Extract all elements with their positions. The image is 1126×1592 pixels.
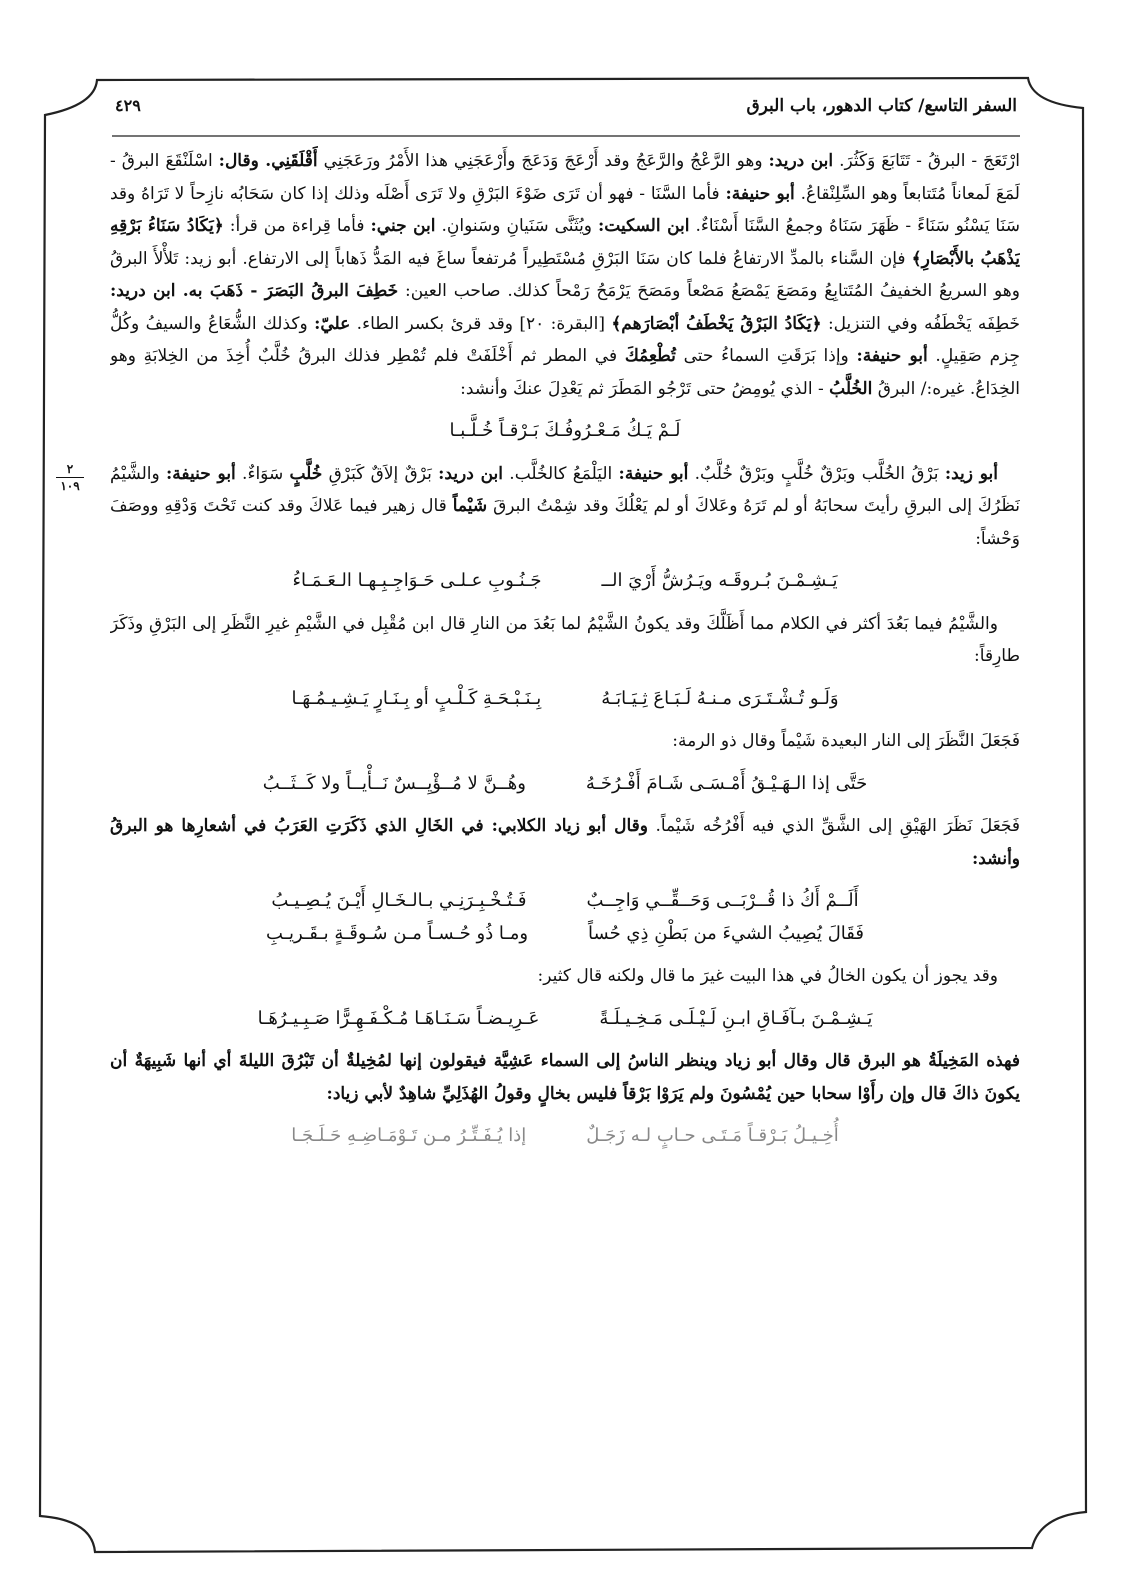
verse-hemistich-right: وَلَـو تُـشْـتَـرَى مـنـهُ لَـبَـاعَ ثِـيَـابَـهُ <box>601 687 839 709</box>
paragraph-7 <box>110 1045 1020 1110</box>
text-run: والشَّيْمُ نَظَرُكَ إلى البرقِ رأيتَ سحابَهُ أو لم تَرَهُ وعَلاكَ أو لم يَعْلُكَ وقد شِمْتُ البرقَ <box>110 463 1020 516</box>
verse-3 <box>110 683 1020 716</box>
margin-ref-top: ٢ <box>66 462 74 476</box>
verse-hemistich-left: ومـا ذُو حُـسـاً مـن سُـوقَـةٍ بـقَـريـبِ <box>266 922 529 944</box>
margin-page-reference <box>50 462 90 493</box>
verse-hemistich-left: بِـنَـبْـحَـةِ كَـلْـبٍ أو بِـنَـارٍ يَـشِـيـمُـهَـا <box>291 687 542 709</box>
text-run: - الذي يُومِضُ حتى تَرْجُو المَطَرَ ثم يَعْدِلَ عنكَ وأنشد: <box>460 378 830 399</box>
verse-8 <box>110 1120 1020 1153</box>
speaker-name: ابن جني: <box>370 216 436 236</box>
text-run: بَرْقٌ إلاَقٌ كَبَرْقِ <box>322 463 439 484</box>
verse-hemistich-right: يَـشِـمْـنَ بُـروقَـه ويَـرُشُّ أَرْيَ الــ <box>601 570 838 591</box>
paragraph-4 <box>110 725 1020 758</box>
speaker-name: أبو حنيفة: <box>725 183 795 204</box>
bold-run: وقال أبو زياد الكلابي: في الخَالِ الذي ذَكَرَتِ العَرَبُ في أشعارِها هو البرقُ وأنشد: <box>110 816 1020 869</box>
speaker-name: ابن دريد: <box>438 463 504 484</box>
text-run: قال زهير فيما عَلاكَ وقد كنت تَحْتَ وَدْقِهِ ووصَفَ وَحْشاً: <box>110 496 1020 549</box>
page-number: ٤٢٩ <box>115 96 141 115</box>
text-run: فإن السَّناء بالمدِّ الارتفاعُ فلما كان سَنَا البَرْقِ مُسْتَطِيراً مُرتفعاً ساغَ فيه المَدُّ ذَهاباً إلى الارتفاع. أبو زيد: تَلأْلأَ البرقُ وهو السريعُ الخفيفُ المُتَتابِعُ ومَصَعَ يَمْصَعُ مَصْعاً ومَصَحَ يَرْمَحُ رَمْحاً كذلك. صاحب العين: <box>110 248 1020 301</box>
verse-7 <box>110 1003 1020 1036</box>
verse-hemistich-left: جَـنُـوبِ عـلـى حَـوَاجِـبِـهـا الـعَـمَـاءُ <box>292 570 542 591</box>
bold-run: شَيْماً <box>452 496 488 516</box>
speaker-name: أبو حنيفة: <box>618 463 689 484</box>
speaker-name: ابن السكيت: <box>598 216 690 236</box>
running-title: السفر التاسع/ كتاب الدهور، باب البرق <box>746 96 1017 116</box>
verse-hemistich-right: فَقَالَ يُصِيبُ الشيءَ من بَطْنِ ذِي حُساً <box>588 922 864 944</box>
verse-5 <box>110 885 1020 918</box>
bold-run: فهذه المَخِيلَةُ هو البرق قال وقال أبو زياد وينظر الناسُ إلى السماء عَشِيَّة فيقولون إنها لمُخِيلةٌ أن تَبْرُقَ الليلةَ أي أنها شَبِيهَةٌ أن يكونَ ذاكَ قال وإن رأَوْا سحابا حين يُمْسُونَ ولم يَرَوْا بَرْقاً فليس بخالٍ وقولُ الهُذَلِيِّ شاهِدٌ لأبي زياد: <box>110 1051 1020 1104</box>
verse-hemistich-left: إذا يُـفَـتِّـرُ مـن تَـوْمَـاضِـهِ حَـلَـجَـا <box>291 1125 527 1146</box>
text-run: ويُثَنَّى سَنَيانِ وسَنوانِ. <box>435 216 599 236</box>
speaker-name: ابن دريد: <box>768 151 834 171</box>
speaker-name: أبو زيد: <box>944 463 998 484</box>
margin-ref-divider <box>56 477 84 478</box>
verse-hemistich-left: فَـتُـخْـبِـرَنِـي بـالـخَـالِ أَيْـنَ يُـصِـيـبُ <box>271 890 527 911</box>
text-run: سَوَاءٌ. <box>235 463 290 484</box>
bold-run: أَقْلَقَنِي. وقال: <box>218 151 318 171</box>
text-run: بَرْقُ الخُلَّب وبَرْقٌ خُلَّبٍ وبَرْقٌ خُلَّبٌ. <box>688 463 945 484</box>
verse-hemistich-right: يَـشِـمْـنَ بـآفَـاقِ ابـنِ لَـيْـلَـى مَـخِـيـلَـةً <box>599 1007 873 1029</box>
verse-2 <box>110 565 1020 598</box>
verse-hemistich-right: أُخِـيـلُ بَـرْقـاً مَـتَـى حـابٍ لـه زَجَـلٌ <box>586 1125 839 1146</box>
verse-hemistich-left: عَـرِيـضـاً سَـنَـاهَـا مُـكْـفَـهِـرًّا صَـبِـيـرُهَـا <box>257 1007 540 1029</box>
text-run: والشَّيْمُ فيما بَعُدَ أكثر في الكلام مما أَظَلَّكَ وقد يكونُ الشَّيْمُ لما بَعُدَ من النارِ قال ابن مُقْبِل في الشَّيْمِ غيرِ النَّظَرِ إلى البَرْقِ وذَكَرَ طارِقاً: <box>110 613 1020 666</box>
speaker-name: أبو حنيفة: <box>856 346 928 366</box>
verse-line: لَـمْ يَـكُ مَـعْـرُوفُـكَ بَـرْقـاً خُـلَّـبـا <box>449 420 681 441</box>
text-run: فَجَعَلَ نَظَرَ الهَيْقِ إلى الشَّقِّ الذي فيه أَفْرُخُه شَيْماً. <box>648 816 1020 836</box>
text-run: فأما قِراءة من قرأ: <box>223 216 371 236</box>
text-run: فَجَعَلَ النَّظَرَ إلى النار البعيدة شَيْماً وقال ذو الرمة: <box>672 731 1020 751</box>
bold-run: خُلَّبٍ <box>289 463 323 484</box>
text-run: في المطر ثم أَخْلَفَتْ فلم تُمْطِر فذلك البرقُ خُلَّبٌ أُخِذَ من الخِلابَةِ وهو الخِدَاعُ. غيره:/ البرقُ <box>110 346 1020 399</box>
text-run: خَطِفَه يَخْطَفُه وفي التنزيل: <box>821 313 1020 334</box>
verse-1 <box>110 415 1020 448</box>
verse-4 <box>110 768 1020 801</box>
verse-6 <box>110 918 1020 951</box>
bold-run: تُطْعِمُكَ <box>624 346 676 366</box>
speaker-name: عليّ: <box>314 313 351 334</box>
verse-hemistich-right: أَلَــمْ أَكُ ذا قُــرْبَــى وَحَــقِّــي وَاجِــبٌ <box>586 890 859 911</box>
text-run: اليَلْمَعُ كالخُلَّب. <box>503 463 619 484</box>
paragraph-5 <box>110 810 1020 875</box>
paragraph-1 <box>110 145 1020 405</box>
margin-ref-bottom: ١٠٩ <box>60 479 80 493</box>
text-run: وكذلك الشُّعَاعُ والسيفُ وكُلُّ جِزم صَقِيلٍ. <box>110 313 1020 366</box>
paragraph-6 <box>110 960 1020 993</box>
verse-hemistich-right: حَتَّى إذا الـهَـيْـقُ أَمْـسَـى شَـامَ أَفْـرُخَـهُ <box>585 772 868 794</box>
quran-quote: ﴿يَكَادُ البَرْقُ يَخْطَفُ أبْصَارَهم﴾ <box>611 313 822 334</box>
text-run: وإذا بَرَقَتِ السماءُ حتى <box>675 346 857 366</box>
quran-quote: ﴿يَكَادُ سَنَاءُ بَرْقِهِ يَذْهَبُ بالأَبْصَارِ﴾ <box>110 216 1020 269</box>
text-run: [البقرة: ٢٠] وقد قرئ بكسر الطاء. <box>350 313 612 334</box>
text-run: وهو الرَّعْجُ والرَّعَجُ وقد أَرْعَجَ وَدَعَجَ وأَرْعَجَنِي هذا الأَمْرُ ورَعَجَنِي <box>317 151 769 171</box>
text-run: فأما السَّنَا - فهو أن تَرَى ضَوْءَ البَرْقِ ولا تَرَى أَصْلَه وذلك إذا كان سَحَابُه نازِحاً لا تَرَاهُ وقد سَنَا يَسْنُو سَنَاءً - ظَهَرَ سَنَاهُ وجمعُ السَّنَا أَسْنَاءٌ. <box>110 183 1020 236</box>
paragraph-3 <box>110 608 1020 673</box>
main-text <box>110 145 1020 1495</box>
text-run: ارْتَعَجَ - البرقُ - تَتَابَعَ وَكَثُرَ. <box>833 151 1020 171</box>
bold-run: الخُلَّبُ <box>829 378 873 399</box>
bold-run: خَطِفَ البرقُ البَصَرَ - ذَهَبَ به. ابن دريد: <box>110 281 399 301</box>
speaker-name: أبو حنيفة: <box>166 463 236 484</box>
text-run: وقد يجوز أن يكون الخالُ في هذا البيت غيرَ ما قال ولكنه قال كثير: <box>537 966 998 986</box>
paragraph-2 <box>110 458 1020 556</box>
page-header <box>115 90 1017 130</box>
text-run: اسْلَنْقَعَ البرقُ - لَمَعَ لَمعاناً مُتَتابعاً وهو السِّلِنْقاعُ. <box>110 151 1020 204</box>
verse-hemistich-left: وهُــنَّ لا مُــؤْيِــسٌ نَــأْيــاً ولا كَــثَــبُ <box>262 772 526 794</box>
